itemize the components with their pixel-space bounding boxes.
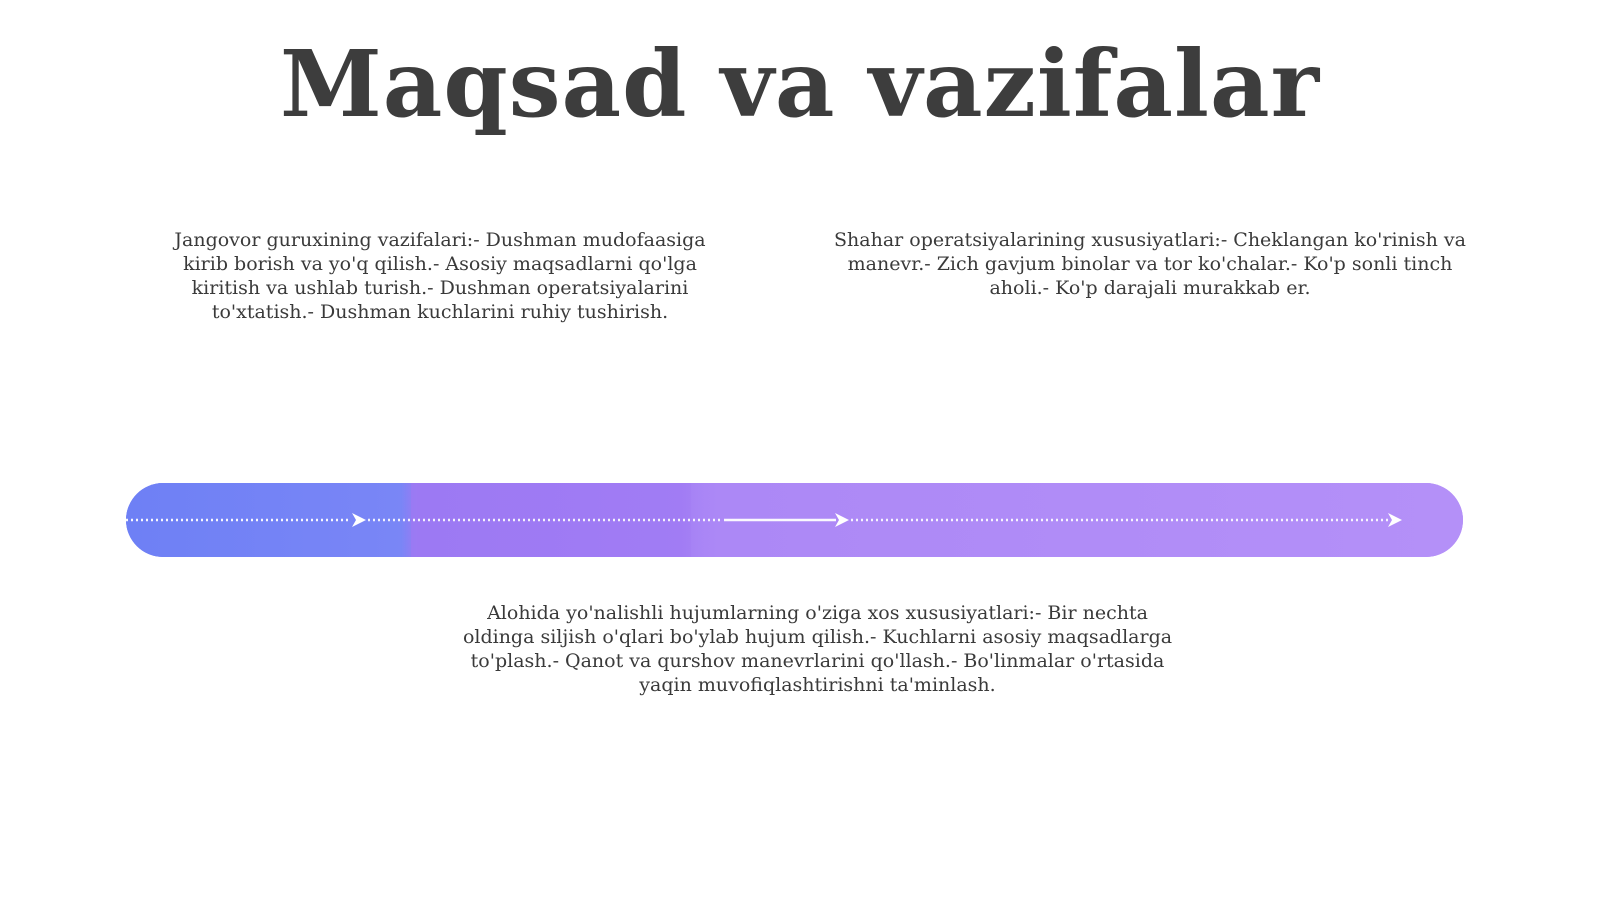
arrow-right-icon — [352, 513, 366, 527]
text-block-left: Jangovor guruxining vazifalari:- Dushman mudofaasiga kirib borish va yo'q qilish.- Asosiy maqsadlarni qo'lga kiritish va ushlab turish.- Dushman operatsiyalarini to'xtatish.- Dushman kuchlarini ruhiy tushirish. — [174, 229, 706, 323]
text-block-bottom: Alohida yo'nalishli hujumlarning o'ziga xos xususiyatlari:- Bir nechta oldinga siljish o'qlari bo'ylab hujum qilish.- Kuchlarni asosiy maqsadlarga to'plash.- Qanot va qurshov manevrlarini qo'llash.- Bo'linmalar o'rtasida yaqin muvofiqlashtirishni ta'minlash. — [462, 602, 1173, 696]
timeline-arrows — [126, 483, 1463, 557]
arrow-right-icon — [1388, 513, 1402, 527]
page-title: Maqsad va vazifalar — [279, 30, 1321, 138]
arrow-right-icon — [835, 513, 849, 527]
timeline-bar — [126, 483, 1463, 557]
text-block-right: Shahar operatsiyalarining xususiyatlari:- Cheklangan ko'rinish va manevr.- Zich gavjum binolar va tor ko'chalar.- Ko'p sonli tinch aholi.- Ko'p darajali murakkab er. — [834, 229, 1466, 299]
